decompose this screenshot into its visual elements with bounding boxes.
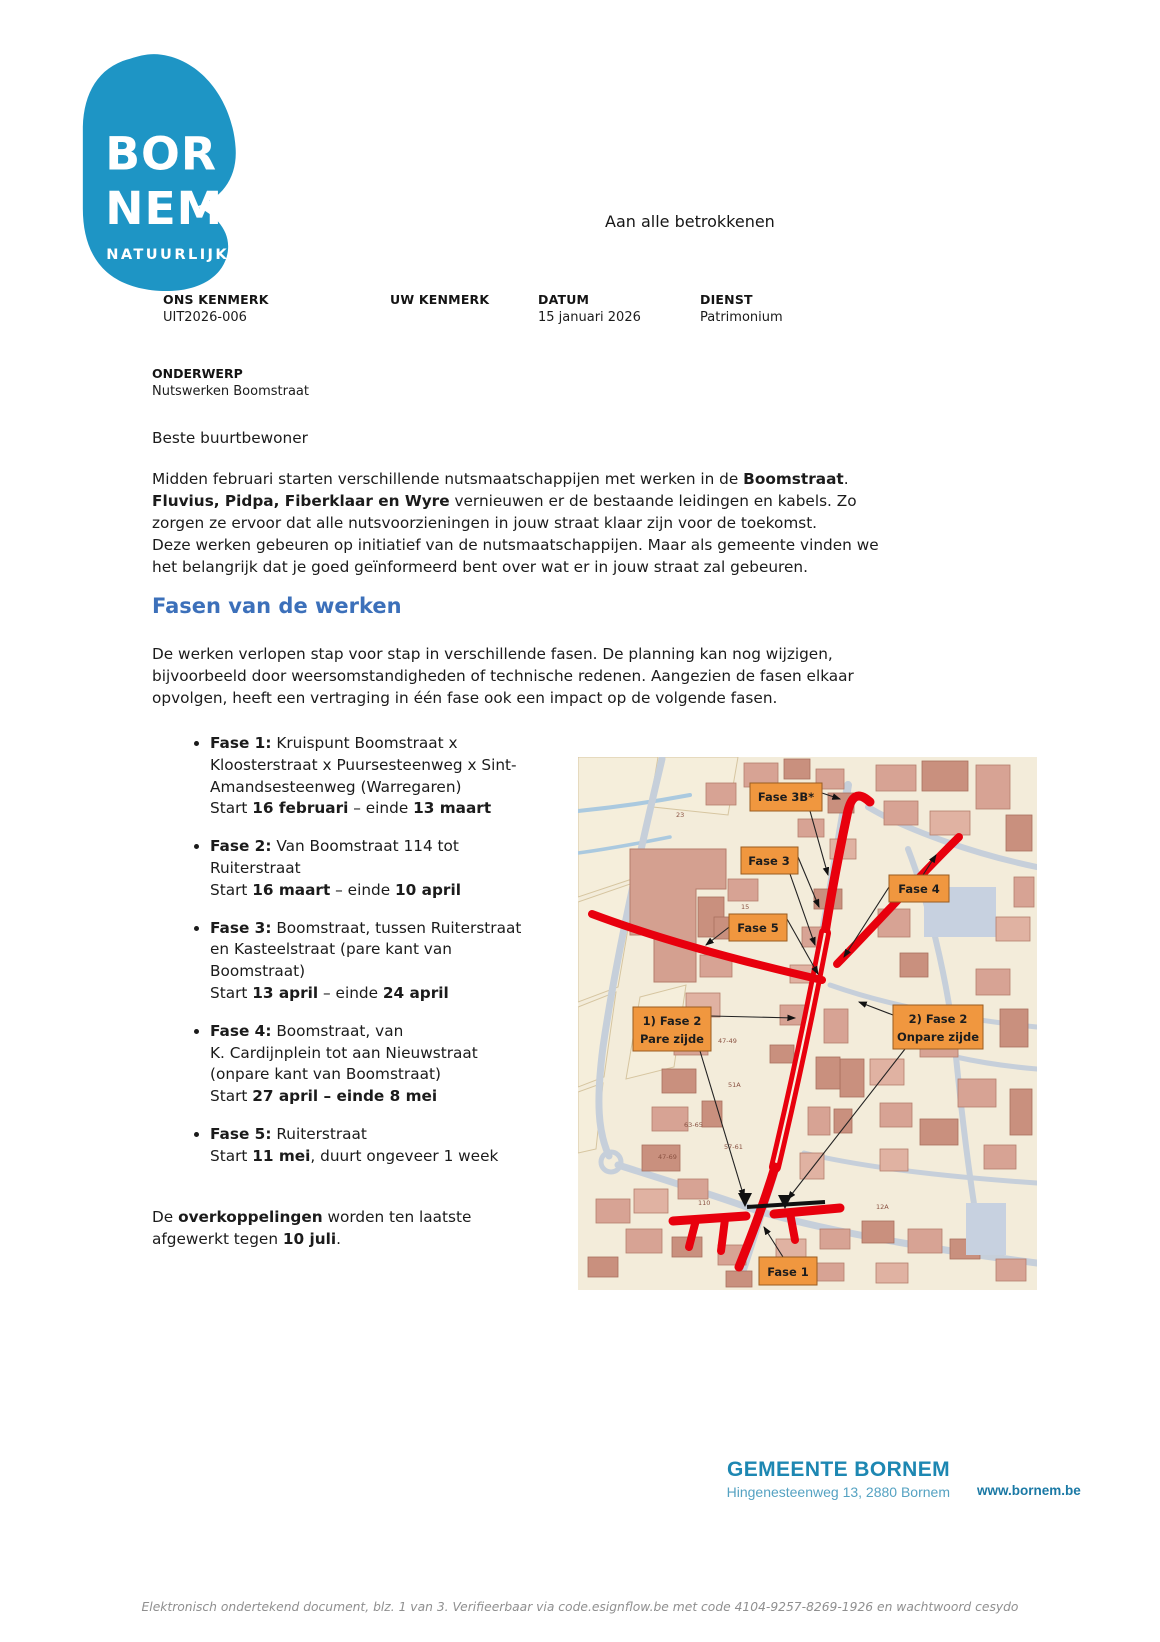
ref-ons-kenmerk-label: ONS KENMERK (163, 292, 269, 307)
map-label-fase-2-onpare-line1: 2) Fase 2 (908, 1012, 968, 1026)
footer-org: GEMEENTE BORNEM (726, 1458, 950, 1481)
map-label-fase-2-pare-line2: Pare zijde (640, 1032, 704, 1046)
planning-paragraph: De werken verlopen stap voor stap in verschillende fasen. De planning kan nog wijzigen, bijvoorbeeld door weersomstandigheden of technische redenen. Aangezien de fasen elkaar opvolgen, heeft een vertraging in één fase ook een impact op de volgende fasen. (152, 645, 854, 707)
subject-label: ONDERWERP (152, 366, 243, 381)
logo-line1: BOR (105, 127, 218, 181)
ref-dienst-value: Patrimonium (700, 310, 783, 325)
footer-brand (560, 1458, 950, 1500)
ref-datum-value: 15 januari 2026 (538, 310, 641, 325)
ref-ons-kenmerk-value: UIT2026-006 (163, 310, 247, 325)
map-label-fase-5: Fase 5 (737, 921, 779, 935)
logo-line2: NEM (105, 182, 224, 236)
ref-dienst (700, 292, 783, 325)
ref-uw-kenmerk-label: UW KENMERK (390, 292, 490, 307)
footer-website: www.bornem.be (977, 1483, 1081, 1498)
ref-ons-kenmerk (163, 292, 269, 325)
svg-text:63-65: 63-65 (684, 1121, 703, 1129)
phase-item-2: • Fase 2: Van Boomstraat 114 tot Ruiterstraat Start 16 maart – einde 10 april (210, 836, 630, 901)
svg-text:51A: 51A (728, 1081, 741, 1089)
closing-paragraph: De overkoppelingen worden ten laatste afgewerkt tegen 10 juli. (152, 1208, 472, 1248)
map-label-fase-3: Fase 3 (748, 854, 790, 868)
map-label-fase-3b: Fase 3B* (757, 790, 815, 804)
ref-uw-kenmerk (390, 292, 489, 310)
svg-text:110: 110 (698, 1199, 711, 1207)
map-label-fase-1: Fase 1 (767, 1265, 809, 1279)
ref-dienst-label: DIENST (700, 292, 753, 307)
section-heading: Fasen van de werken (152, 594, 402, 618)
footer-address: Hingenesteenweg 13, 2880 Bornem (726, 1484, 950, 1500)
phase-item-5: • Fase 5: Ruiterstraat Start 11 mei, duurt ongeveer 1 week (210, 1124, 630, 1168)
legal-line: Elektronisch ondertekend document, blz. 1 van 3. Verifieerbaar via code.esignflow.be met code 4104-9257-8269-1926 en wachtwoord cesydo (141, 1600, 1019, 1614)
svg-text:47-49: 47-49 (718, 1037, 737, 1045)
svg-text:15: 15 (741, 903, 750, 911)
subject-block (152, 366, 309, 399)
phase-list (152, 733, 630, 1168)
phases-map (578, 757, 1037, 1294)
salutation: Beste buurtbewoner (152, 429, 308, 447)
map-label-fase-2-pare-line1: 1) Fase 2 (642, 1014, 702, 1028)
svg-text:23: 23 (676, 811, 685, 819)
svg-text:12A: 12A (876, 1203, 889, 1211)
subject-value: Nutswerken Boomstraat (152, 384, 309, 399)
svg-text:79: 79 (784, 1103, 793, 1111)
phase-list-block (152, 733, 630, 1184)
phase-item-4: • Fase 4: Boomstraat, van K. Cardijnplein tot aan Nieuwstraat (onpare kant van Boomstraat) Start 27 april – einde 8 mei (210, 1021, 630, 1108)
map-label-fase-4: Fase 4 (898, 882, 940, 896)
bornem-logo (70, 45, 265, 302)
logo-tagline: NATUURLIJK (106, 246, 230, 264)
map-label-fase-2-onpare-line2: Onpare zijde (896, 1030, 980, 1044)
intro-paragraph: Midden februari starten verschillende nutsmaatschappijen met werken in de Boomstraat. Fluvius, Pidpa, Fiberklaar en Wyre vernieuwen er de bestaande leidingen en kabels. Zo zorgen ze ervoor dat alle nutsvoorzieningen in jouw straat klaar zijn voor de toekomst. Deze werken gebeuren op initiatief van de nutsmaatschappijen. Maar als gemeente vinden we het belangrijk dat je goed geïnformeerd bent over wat er in jouw straat zal gebeuren. (152, 470, 879, 576)
svg-text:57-61: 57-61 (724, 1143, 743, 1151)
bornem-logo-icon (70, 45, 265, 298)
ref-datum-label: DATUM (538, 292, 590, 307)
phase-item-1: • Fase 1: Kruispunt Boomstraat x Kloosterstraat x Puursesteenweg x Sint- Amandsesteenweg (Warregaren) Start 16 februari – einde 13 maart (210, 733, 630, 820)
phases-map-image (578, 757, 1037, 1290)
recipient-line: Aan alle betrokkenen (605, 212, 775, 231)
ref-datum (538, 292, 641, 325)
phase-item-3: • Fase 3: Boomstraat, tussen Ruiterstraat en Kasteelstraat (pare kant van Boomstraat) Start 13 april – einde 24 april (210, 918, 630, 1005)
svg-text:47-69: 47-69 (658, 1153, 677, 1161)
